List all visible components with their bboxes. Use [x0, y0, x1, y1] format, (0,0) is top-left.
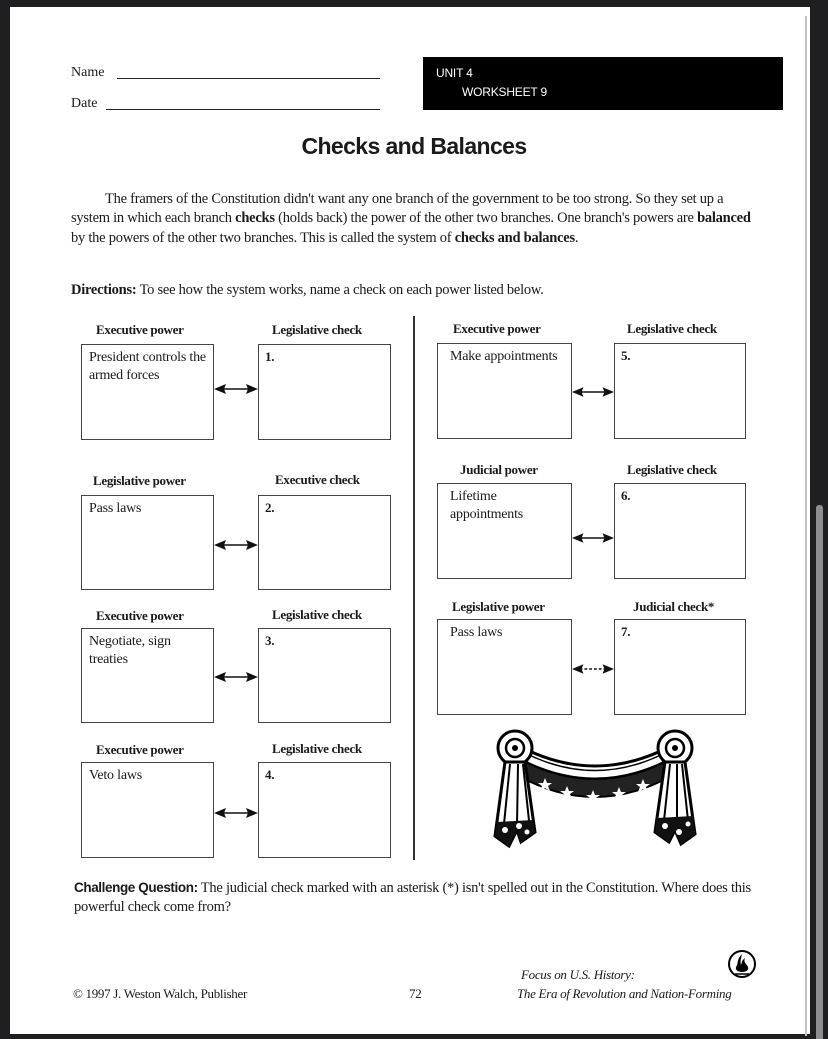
- directions-text: To see how the system works, name a check on each power listed below.: [136, 282, 544, 298]
- check-header-7: Judicial check*: [633, 599, 715, 614]
- double-arrow-icon: [572, 385, 614, 399]
- check-header-4: Legislative check: [272, 741, 362, 756]
- double-arrow-icon: [214, 670, 258, 684]
- intro-bold-checks: checks: [235, 210, 275, 227]
- power-box-4: Veto laws: [81, 762, 214, 858]
- challenge-question: [74, 878, 764, 917]
- series-title-line2: The Era of Revolution and Nation-Forming: [517, 986, 732, 1001]
- intro-bold-balanced: balanced: [697, 210, 751, 227]
- directions-label: Directions:: [71, 282, 137, 298]
- power-header-7: Legislative power: [452, 599, 545, 614]
- date-label: Date: [71, 96, 98, 111]
- intro-text: (holds back) the power of the other two branches. One branch's powers are: [274, 210, 698, 227]
- challenge-label: Challenge Question:: [74, 880, 198, 895]
- answer-box-2[interactable]: [258, 495, 391, 590]
- flame-logo-icon: [727, 949, 757, 979]
- series-title-line1: Focus on U.S. History:: [521, 967, 635, 982]
- page-edge: [805, 16, 807, 1036]
- intro-bold-checks-and-balances: checks and balances: [454, 229, 575, 246]
- challenge-text: The judicial check marked with an asterisk (*) isn't spelled out in the Constitution. Where does this powerful check come from?: [74, 880, 751, 915]
- column-divider: [413, 316, 415, 860]
- unit-label: UNIT 4: [436, 66, 473, 80]
- answer-number-3: 3.: [265, 633, 275, 648]
- double-arrow-icon: [214, 382, 258, 396]
- intro-text: .: [574, 229, 579, 246]
- power-header-1: Executive power: [96, 322, 184, 337]
- answer-box-4[interactable]: [258, 762, 391, 858]
- patriotic-bunting-icon: [485, 726, 705, 866]
- answer-number-2: 2.: [265, 500, 275, 515]
- worksheet-label: WORKSHEET 9: [462, 85, 547, 99]
- intro-text: by the powers of the other two branches. This is called the system of: [71, 229, 455, 246]
- answer-number-5: 5.: [621, 348, 631, 363]
- name-field[interactable]: [117, 78, 380, 79]
- double-arrow-icon: [214, 806, 258, 820]
- answer-box-5[interactable]: [614, 343, 746, 439]
- answer-box-7[interactable]: [614, 619, 746, 715]
- unit-worksheet-badge: [423, 57, 783, 110]
- power-box-5: Make appointments: [437, 343, 572, 439]
- power-header-5: Executive power: [453, 321, 541, 336]
- name-label: Name: [71, 65, 105, 80]
- power-box-3: Negotiate, sign treaties: [81, 628, 214, 723]
- power-header-3: Executive power: [96, 608, 184, 623]
- power-header-4: Executive power: [96, 742, 184, 757]
- check-header-5: Legislative check: [627, 321, 717, 336]
- power-box-6: Lifetime appointments: [437, 483, 572, 579]
- copyright: © 1997 J. Weston Walch, Publisher: [73, 986, 247, 1001]
- answer-box-1[interactable]: [258, 344, 391, 440]
- scrollbar-thumb[interactable]: [816, 505, 823, 1039]
- double-arrow-icon: [572, 531, 614, 545]
- answer-box-3[interactable]: [258, 628, 391, 723]
- answer-number-7: 7.: [621, 624, 631, 639]
- intro-paragraph: [71, 190, 761, 248]
- check-header-6: Legislative check: [627, 462, 717, 477]
- date-field[interactable]: [106, 109, 380, 110]
- page-title: Checks and Balances: [301, 133, 527, 159]
- power-header-6: Judicial power: [460, 462, 538, 477]
- intro-text: The framers of the Constitution didn't want any one branch of the government to be too strong. So they set up a system in which each branch: [71, 191, 724, 227]
- check-header-3: Legislative check: [272, 607, 362, 622]
- check-header-2: Executive check: [275, 472, 360, 487]
- answer-number-1: 1.: [265, 349, 275, 364]
- directions: [71, 282, 544, 299]
- power-box-2: Pass laws: [81, 495, 214, 590]
- power-box-1: President controls the armed forces: [81, 344, 214, 440]
- check-header-1: Legislative check: [272, 322, 362, 337]
- answer-box-6[interactable]: [614, 483, 746, 579]
- double-arrow-icon: [214, 538, 258, 552]
- power-header-2: Legislative power: [93, 473, 186, 488]
- answer-number-4: 4.: [265, 767, 275, 782]
- double-arrow-icon: [572, 662, 614, 676]
- page-number: 72: [409, 986, 422, 1001]
- power-box-7: Pass laws: [437, 619, 572, 715]
- answer-number-6: 6.: [621, 488, 631, 503]
